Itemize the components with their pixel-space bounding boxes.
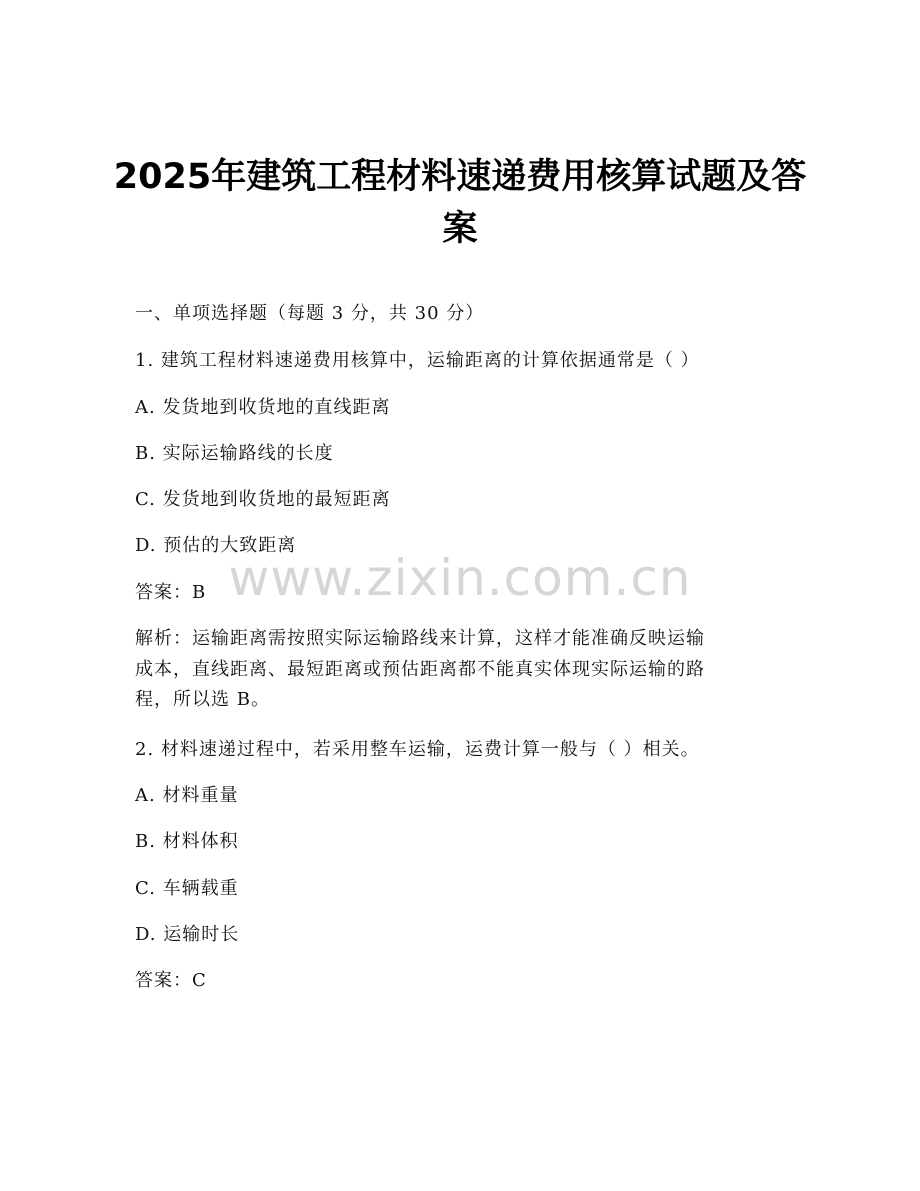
question-1-analysis-line-2: 成本，直线距离、最短距离或预估距离都不能真实体现实际运输的路 bbox=[135, 658, 705, 680]
document-title-line-2: 案 bbox=[442, 209, 478, 249]
question-1-option-d: D. 预估的大致距离 bbox=[135, 535, 297, 556]
question-1-analysis-line-3: 程，所以选 B。 bbox=[135, 689, 270, 710]
question-2-option-d: D. 运输时长 bbox=[135, 924, 240, 945]
question-2-stem: 2. 材料速递过程中，若采用整车运输，运费计算一般与（ ）相关。 bbox=[135, 739, 700, 760]
question-1-option-a: A. 发货地到收货地的直线距离 bbox=[135, 397, 391, 418]
question-2-option-c: C. 车辆载重 bbox=[135, 878, 239, 899]
question-2-answer: 答案：C bbox=[135, 970, 207, 991]
watermark: www.zixin.com.cn bbox=[228, 549, 692, 607]
document-title-line-1: 2025年建筑工程材料速递费用核算试题及答 bbox=[113, 157, 807, 197]
question-1-analysis bbox=[135, 624, 775, 716]
question-1-option-c: C. 发货地到收货地的最短距离 bbox=[135, 489, 391, 510]
section-heading: 一、单项选择题（每题 3 分，共 30 分） bbox=[135, 303, 485, 324]
question-1-option-b: B. 实际运输路线的长度 bbox=[135, 443, 334, 464]
question-1-stem: 1. 建筑工程材料速递费用核算中，运输距离的计算依据通常是（ ） bbox=[135, 350, 700, 371]
question-1-analysis-line-1: 解析：运输距离需按照实际运输路线来计算，这样才能准确反映运输 bbox=[135, 628, 705, 649]
question-2-option-a: A. 材料重量 bbox=[135, 785, 239, 806]
question-2-option-b: B. 材料体积 bbox=[135, 831, 239, 852]
question-1-answer: 答案：B bbox=[135, 582, 207, 603]
